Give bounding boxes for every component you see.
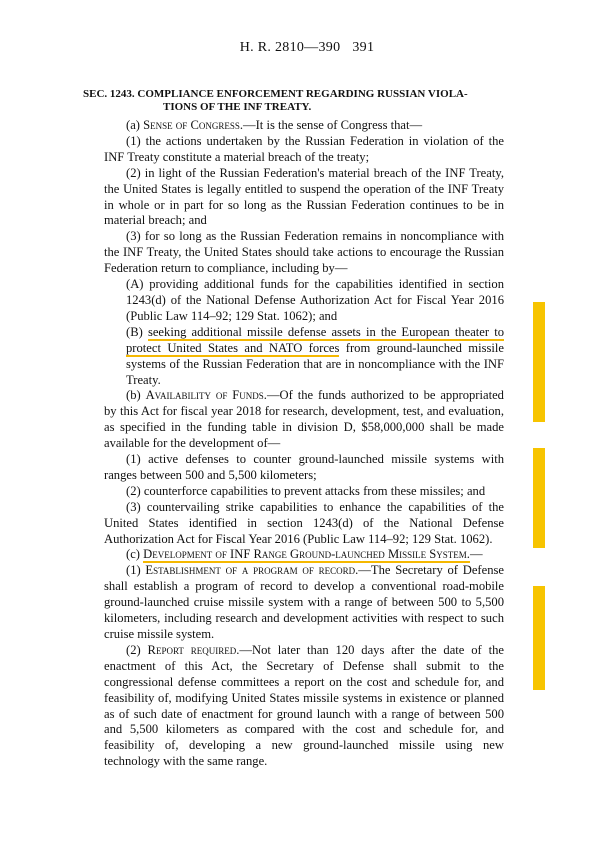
paragraph-c2-heading: (2) Report required. [126,642,240,657]
section-title-line-2: TIONS OF THE INF TREATY. [163,101,312,113]
page-header [0,40,614,56]
highlight-bar-2 [533,448,545,548]
highlighted-text: seeking additional missile defense assets in the European theater to protect United States and NATO forces [126,324,505,355]
subparagraph-B-label: (B) [126,324,148,339]
subsection-c-dash: — [469,547,483,562]
paragraph-c2 [104,643,504,770]
paragraph-b1: (1) active defenses to counter ground-launched missile systems with ranges between 500 and 5,500 kilometers; [104,452,504,482]
subparagraph-B [104,325,504,389]
paragraph-c1-text: —The Secretary of Defense shall establish a program of record to develop a conventional road-mobile ground-launched cruise missile system with a range of between 500 to 5,500 kilometers, including research and development activities with respect to such cruise missile system. [104,563,504,641]
subsection-a-text: —It is the sense of Congress that— [243,118,423,132]
subsection-a-heading: Sense of Congress. [143,118,244,132]
bill-number: H. R. 2810—390 [239,40,341,55]
subsection-a-intro [104,118,504,134]
subsection-b-heading: Availability of Funds. [145,388,267,403]
paragraph-b3: (3) countervailing strike capabilities to enhance the capabilities of the United States identified in section 1243(d) of the National Defense Authorization Act for Fiscal Year 2016 (Public Law 114–92; 129 Stat. 1062). [104,499,504,546]
paragraph-c1-heading: (1) Establishment of a program of record. [126,563,359,578]
paragraph-b2: (2) counterforce capabilities to prevent attacks from these missiles; and [126,483,486,498]
highlight-bar-3 [533,586,545,690]
section-body [104,118,504,770]
paragraph-c2-text: —Not later than 120 days after the date of the enactment of this Act, the Secretary of Defense shall submit to the congressional defense committees a report on the cost and schedule for, and feasibility of, modifying United States missile systems in existence or planned as of such date of enactment for ground launch with a range of between 500 and 5,500 kilometers as compared with the cost and schedule for, and feasibility of, developing a new ground-launched missile using new technology with the same range. [104,642,504,769]
page-number: 391 [352,40,375,55]
subsection-a-label: (a) [126,118,144,132]
subsection-c-label: (c) [126,547,144,562]
subsection-b-intro [104,388,504,452]
section-title [83,88,513,114]
paragraph-a1: (1) the actions undertaken by the Russian Federation in violation of the INF Treaty constitute a material breach of the treaty; [104,133,504,164]
subsection-c-intro [104,547,504,563]
highlight-bar-1 [533,302,545,422]
paragraph-c1 [104,563,504,643]
paragraph-a3: (3) for so long as the Russian Federation remains in noncompliance with the INF Treaty, the United States should take actions to encourage the Russian Federation return to compliance, including by— [104,229,504,276]
subparagraph-A: (A) providing additional funds for the capabilities identified in section 1243(d) of the National Defense Authorization Act for Fiscal Year 2016 (Public Law 114–92; 129 Stat. 1062); and [126,277,504,323]
paragraph-a2: (2) in light of the Russian Federation's material breach of the INF Treaty, the United States is legally entitled to suspend the operation of the INF Treaty in whole or in part for so long as the Russian Federation continues to be in material breach; and [104,165,504,228]
subsection-b-text: —Of the funds authorized to be appropriated by this Act for fiscal year 2018 for research, development, test, and evaluation, as specified in the funding table in division D, $58,000,000 shall be made available for the development of— [104,388,504,451]
subsection-c-heading: Development of INF Range Ground-launched Missile System. [143,547,470,562]
subsection-b-label: (b) [126,388,146,403]
section-title-line-1: SEC. 1243. COMPLIANCE ENFORCEMENT REGARDING RUSSIAN VIOLA- [83,88,468,100]
subparagraph-B-text: from ground-launched missile systems of the Russian Federation that are in noncompliance with the INF Treaty. [126,340,504,387]
